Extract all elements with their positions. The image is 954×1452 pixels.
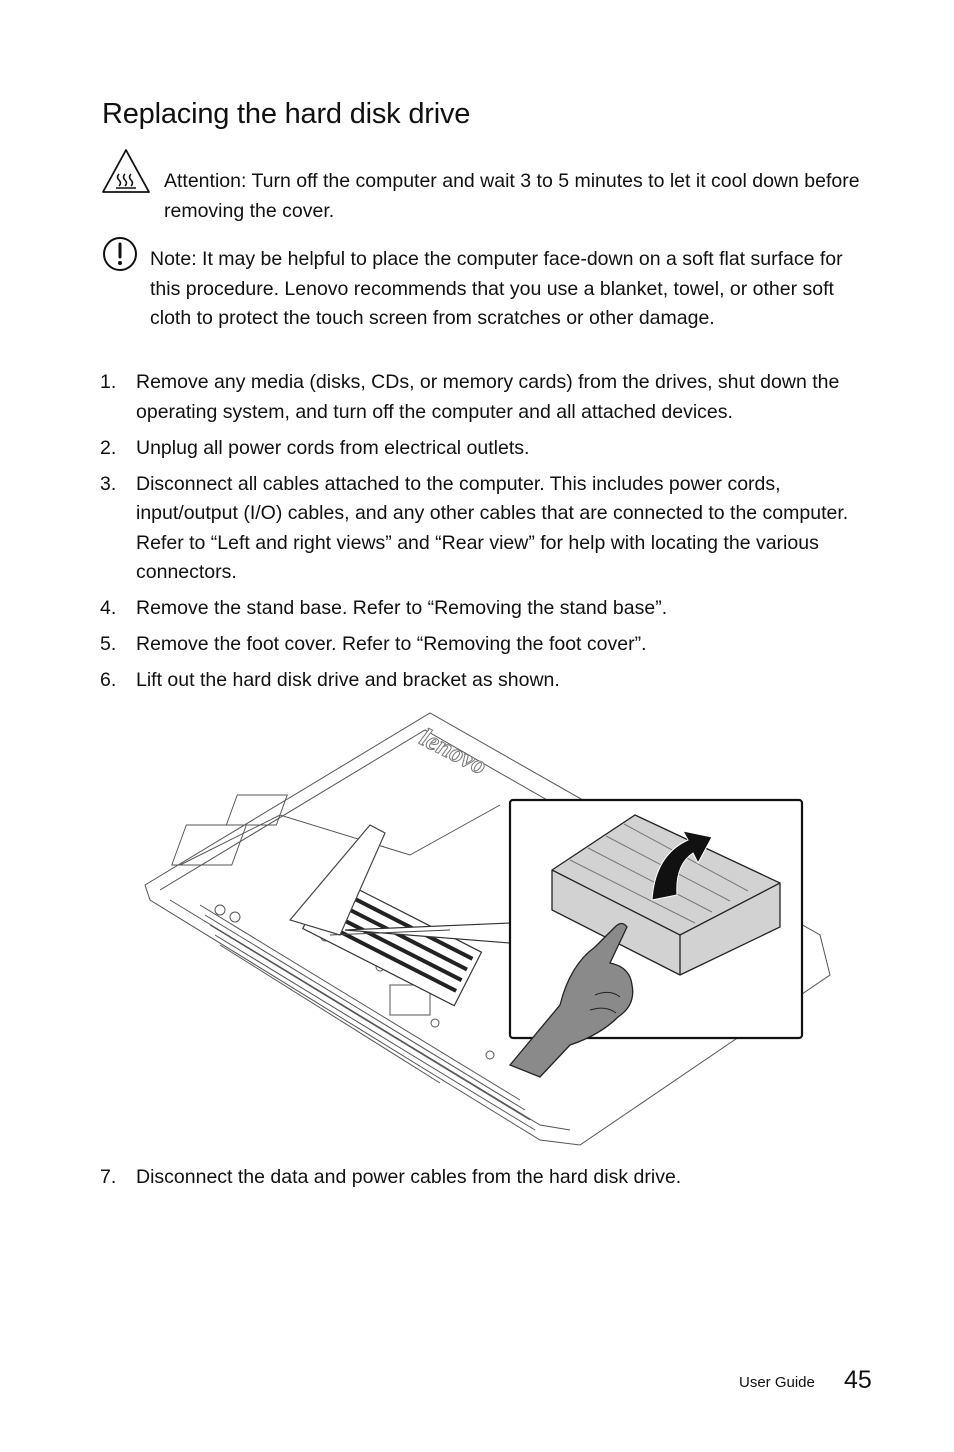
attention-text: Turn off the computer and wait 3 to 5 minutes to let it cool down before removing the cover. bbox=[164, 170, 860, 222]
step-number: 1. bbox=[100, 371, 117, 393]
note-notice bbox=[150, 245, 862, 334]
steps-list bbox=[100, 368, 870, 702]
step-2 bbox=[100, 434, 870, 464]
step-number: 7. bbox=[100, 1166, 117, 1188]
exclamation-note-icon bbox=[102, 236, 138, 272]
step-text: Remove the foot cover. Refer to “Removing the foot cover”. bbox=[136, 633, 647, 655]
step-1 bbox=[100, 368, 870, 427]
hdd-removal-illustration bbox=[140, 705, 840, 1150]
step-number: 6. bbox=[100, 669, 117, 691]
step-3 bbox=[100, 470, 870, 588]
step-text: Remove the stand base. Refer to “Removing the stand base”. bbox=[136, 597, 668, 619]
step-7 bbox=[100, 1163, 906, 1193]
step-text: Remove any media (disks, CDs, or memory cards) from the drives, shut down the operating system, and turn off the computer and all attached devices. bbox=[136, 371, 840, 423]
page-title: Replacing the hard disk drive bbox=[102, 98, 471, 130]
hot-surface-warning-icon bbox=[101, 148, 151, 194]
note-lead: Note: bbox=[150, 248, 197, 270]
lenovo-logo-text: lenovo bbox=[415, 722, 492, 781]
step-text: Unplug all power cords from electrical outlets. bbox=[136, 436, 530, 459]
step-number: 4. bbox=[100, 597, 117, 619]
note-text: It may be helpful to place the computer face-down on a soft flat surface for this procedure. Lenovo recommends that you use a blanket, towel, or other soft cloth to protect the touch screen from scratches or other damage. bbox=[150, 248, 843, 329]
attention-notice bbox=[164, 167, 864, 226]
step-number: 3. bbox=[100, 472, 117, 495]
step-4 bbox=[100, 594, 870, 624]
step-6 bbox=[100, 666, 870, 696]
footer-guide-label: User Guide bbox=[739, 1374, 815, 1391]
page-number: 45 bbox=[844, 1366, 872, 1394]
step-text: Lift out the hard disk drive and bracket as shown. bbox=[136, 669, 560, 691]
step-text: Disconnect the data and power cables from the hard disk drive. bbox=[136, 1166, 682, 1188]
step-text: Disconnect all cables attached to the computer. This includes power cords, input/output (I/O) cables, and any other cables that are connected to the computer. Refer to “Left and right views” and “Rear view” for help with locating the various connectors. bbox=[136, 472, 849, 583]
step-number: 2. bbox=[100, 436, 117, 459]
attention-lead: Attention: bbox=[164, 170, 247, 192]
step-5 bbox=[100, 630, 870, 660]
step-number: 5. bbox=[100, 633, 117, 655]
